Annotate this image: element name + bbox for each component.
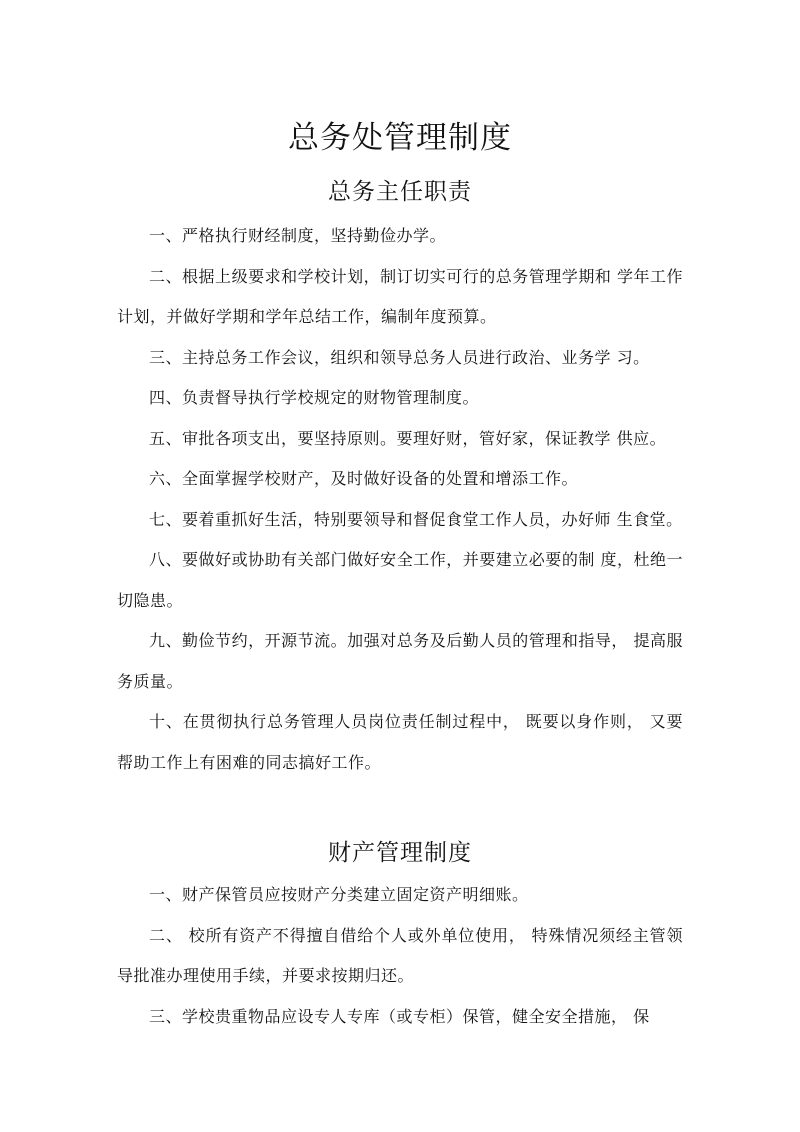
paragraph: 四、负责督导执行学校规定的财物管理制度。 — [149, 388, 480, 407]
document-title: 总务处管理制度 — [288, 120, 512, 156]
paragraph: 二、根据上级要求和学校计划，制订切实可行的总务管理学期和 学年工作计划，并做好学期和学年总结工作，编制年度预算。 — [117, 266, 683, 326]
paragraph: 七、要着重抓好生活，特别要领导和督促食堂工作人员，办好师 生食堂。 — [149, 509, 683, 529]
paragraph: 八、要做好或协助有关部门做好安全工作，并要建立必要的制 度，杜绝一切隐患。 — [117, 550, 683, 610]
section-heading-property-management: 财产管理制度 — [328, 840, 472, 866]
paragraph: 十、在贯彻执行总务管理人员岗位责任制过程中， 既要以身作则， 又要帮助工作上有困难的同志搞好工作。 — [117, 712, 683, 772]
section-property-management — [117, 875, 683, 1037]
paragraph: 六、全面掌握学校财产，及时做好设备的处置和增添工作。 — [149, 469, 579, 488]
section-heading-director-duties: 总务主任职责 — [328, 179, 472, 205]
paragraph: 九、勤俭节约，开源节流。加强对总务及后勤人员的管理和指导， 提高服务质量。 — [117, 631, 683, 691]
paragraph: 五、审批各项支出，要坚持原则。要理好财，管好家，保证教学 供应。 — [149, 428, 667, 448]
section-director-duties — [117, 216, 683, 783]
paragraph: 一、财产保管员应按财产分类建立固定资产明细账。 — [149, 885, 529, 904]
paragraph: 二、 校所有资产不得擅自借给个人或外单位使用， 特殊情况须经主管领导批准办理使用手续，并要求按期归还。 — [117, 925, 683, 985]
paragraph: 三、学校贵重物品应设专人专库（或专柜）保管，健全安全措施， 保 — [149, 1006, 650, 1026]
paragraph: 三、主持总务工作会议，组织和领导总务人员进行政治、业务学 习。 — [149, 347, 650, 367]
paragraph: 一、严格执行财经制度，坚持勤俭办学。 — [149, 226, 447, 245]
